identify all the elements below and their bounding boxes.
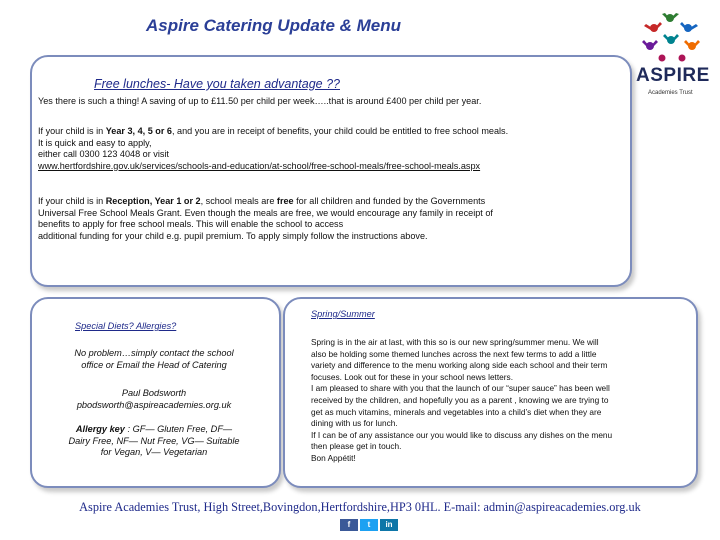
linkedin-icon[interactable]: in bbox=[380, 519, 398, 531]
logo-subtitle: Academies Trust bbox=[648, 90, 693, 96]
contact-email[interactable]: pbodsworth@aspireacademies.org.uk bbox=[76, 399, 232, 410]
year-groups: Year 3, 4, 5 or 6 bbox=[105, 126, 172, 136]
call-line: either call 0300 123 4048 or visit bbox=[38, 149, 169, 160]
reception-paragraph: If your child is in Reception, Year 1 or 2, school meals are free for all children and funded by the Governments Universal Free School Meals Grant. Even though the meals are free, we would encourage any family in receipt of benefits to apply for free school meals. This will enable the school to access additional funding for your child e.g. pupil premium. To apply simply follow the instructions above. bbox=[38, 196, 493, 241]
reception-years: Reception, Year 1 or 2 bbox=[105, 196, 201, 206]
contact-name: Paul Bodsworth bbox=[121, 388, 187, 398]
allergy-key: Allergy key : GF— Gluten Free, DF— Dairy Free, NF— Nut Free, VG— Suitable for Vegan, V— Vegetarian bbox=[68, 424, 240, 458]
aspire-logo bbox=[632, 10, 716, 100]
aspire-figures-icon bbox=[632, 10, 716, 66]
spring-summer-text: Spring is in the air at last, with this so is our new spring/summer menu. We will also be holding some themed lunches across the next few terms to add a little variety and difference to the menu working along side each school and their term focuses. Look out for these in your school news letters. I am pleased to share with you that the launch of our “super sauce” has been well received by the children, and hopefully you as a parent , knowing we are trying to get as much vitamins, minerals and vegetables into a child’s diet when they are dining with us for lunch. If I can be of any assistance our you would like to discuss any dishes on the menu then please get in touch. Bon Appétit! bbox=[311, 337, 613, 463]
page-title: Aspire Catering Update & Menu bbox=[146, 16, 402, 35]
free-lunches-heading: Free lunches- Have you taken advantage ?? bbox=[94, 77, 340, 91]
catering-contact bbox=[36, 388, 272, 411]
spring-summer-heading: Spring/Summer bbox=[311, 309, 375, 319]
logo-brand: ASPIRE bbox=[636, 65, 710, 86]
footer-address: Aspire Academies Trust, High Street,Bovingdon,Hertfordshire,HP3 0HL. E-mail: admin@aspireacademies.org.uk bbox=[79, 500, 641, 514]
free-meals-link[interactable]: www.hertfordshire.gov.uk/services/schools-and-education/at-school/free-school-meals/free-school-meals.aspx bbox=[38, 160, 481, 171]
special-diets-heading: Special Diets? Allergies? bbox=[75, 321, 177, 331]
year-paragraph: If your child is in Year 3, 4, 5 or 6, and you are in receipt of benefits, your child could be entitled to free school meals. It is quick and easy to apply, either call 0300 123 4048 or visit www.hertfordshire.gov.uk/services/schools-and-education/at-school/free-school-meals/free-school-meals.aspx bbox=[38, 126, 623, 172]
free-lunches-intro: Yes there is such a thing! A saving of up to £11.50 per child per week…..that is around £400 per child per year. bbox=[38, 96, 482, 106]
quick-easy-line: It is quick and easy to apply, bbox=[38, 137, 152, 148]
twitter-icon[interactable]: t bbox=[360, 519, 378, 531]
social-links bbox=[340, 519, 398, 531]
facebook-icon[interactable]: f bbox=[340, 519, 358, 531]
diets-contact: No problem…simply contact the school office or Email the Head of Catering bbox=[74, 348, 234, 370]
